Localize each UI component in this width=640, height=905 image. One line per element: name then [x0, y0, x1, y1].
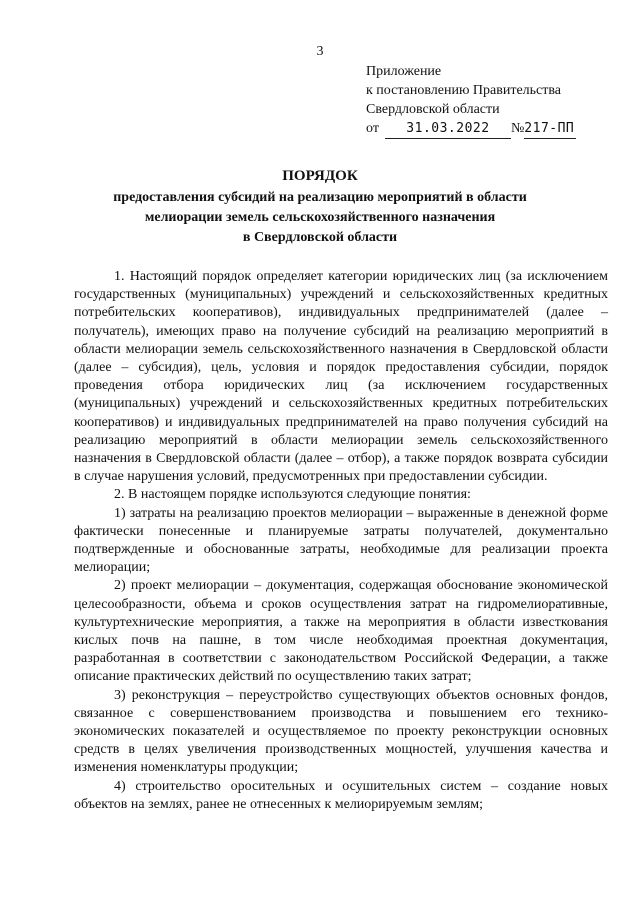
date-prefix: от [366, 121, 379, 136]
document-body [74, 268, 608, 814]
title-subtitle-line-3: в Свердловской области [242, 230, 398, 245]
paragraph: 2) проект мелиорации – документация, содержащая обоснование экономической целесообразности, объема и сроков осуществления затрат на гидромелиоративные, культуртехнические мероприятия, а также на мероприятия в области известкования кислых почв на пашне, в том числе необходимая проектная документация, разработанная в соответствии с законодательством Российской Федерации, а также описание практических действий по осуществлению таких затрат; [74, 578, 608, 685]
paragraph: 2. В настоящем порядке используются следующие понятия: [114, 487, 471, 503]
title-subtitle-line-1: предоставления субсидий на реализацию мероприятий в области [113, 190, 527, 205]
paragraph: 1) затраты на реализацию проектов мелиорации – выраженные в денежной форме фактически понесенные и планируемые затраты получателей, документально подтвержденные и обоснованные затраты, необходимые для реализации проекта мелиорации; [74, 505, 608, 576]
appendix-block [366, 62, 576, 139]
appendix-line-1: Приложение [366, 64, 442, 79]
paragraph: 3) реконструкция – переустройство существующих объектов основных фондов, связанное с совершенствованием производства и повышением его технико-экономических показателей и осуществляемое по проекту реконструкции основных средств в целях увеличения производственных мощностей, улучшения качества и изменения номенклатуры продукции; [74, 687, 608, 776]
document-title [60, 166, 580, 248]
date-value: 31.03.2022 [385, 119, 511, 139]
title-subtitle-line-2: мелиорации земель сельскохозяйственного назначения [144, 210, 496, 225]
paragraph: 4) строительство оросительных и осушительных систем – создание новых объектов на землях, ранее не отнесенных к мелиорируемым землям; [74, 778, 608, 812]
page-number: 3 [316, 44, 324, 59]
title-heading: ПОРЯДОК [282, 168, 358, 184]
appendix-date-line [366, 119, 576, 139]
appendix-line-3: Свердловской области [366, 102, 500, 117]
number-value: 217-ПП [524, 119, 576, 139]
number-prefix: № [510, 121, 525, 136]
paragraph: 1. Настоящий порядок определяет категории юридических лиц (за исключением государственных (муниципальных) учреждений и сельскохозяйственных кредитных потребительских кооперативов), индивидуальных предпринимателей (далее – получатель), имеющих право на получение субсидий на реализацию мероприятий в области мелиорации земель сельскохозяйственного назначения в Свердловской области (далее – субсидия), цель, условия и порядок предоставления субсидии, порядок проведения отбора юридических лиц (за исключением государственных (муниципальных) учреждений и сельскохозяйственных кредитных потребительских кооперативов) и индивидуальных предпринимателей на право получения субсидий на реализацию мероприятий в области мелиорации земель сельскохозяйственного назначения в Свердловской области (далее – отбор), а также порядок возврата субсидии в случае нарушения условий, предусмотренных при предоставлении субсидии. [74, 269, 608, 485]
appendix-line-2: к постановлению Правительства [366, 83, 562, 98]
